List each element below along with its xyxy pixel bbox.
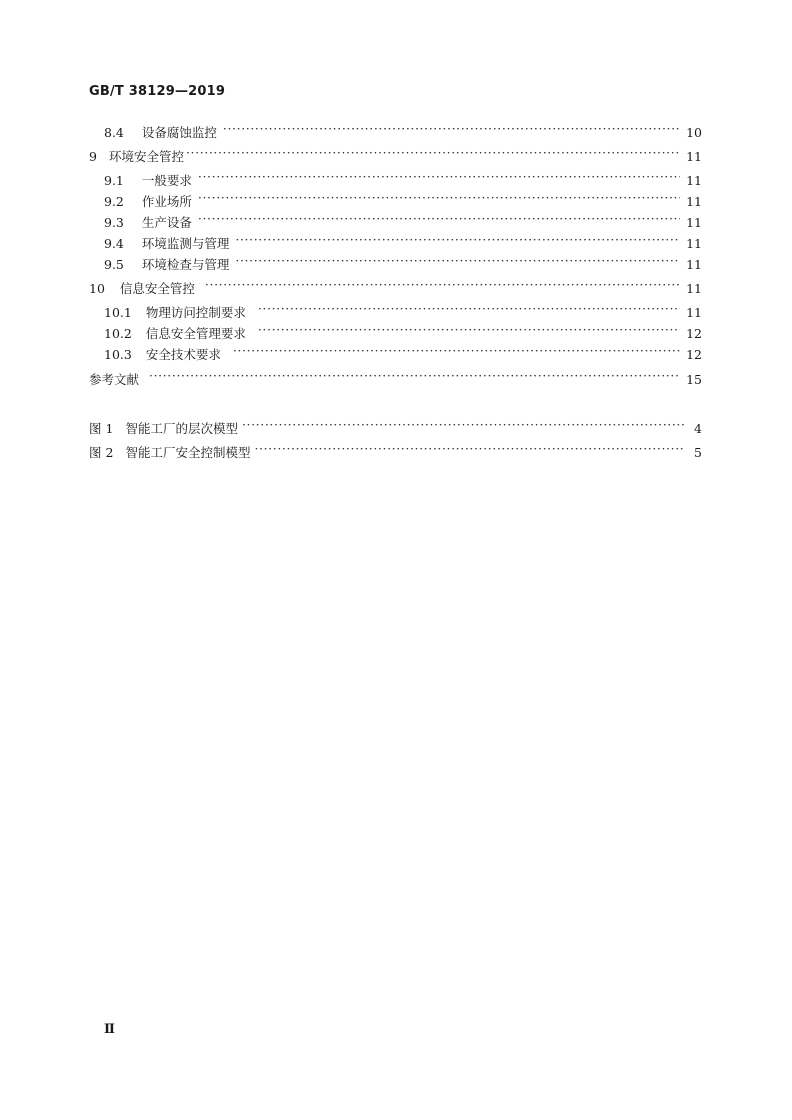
toc-leader-dots [233,343,680,359]
toc-entry-page: 15 [686,372,702,387]
toc-entry-page: 11 [686,281,702,296]
page-number-roman: Ⅱ [104,1022,115,1037]
toc-entry-number: 10.2 [104,326,132,341]
toc-entry-number: 10.1 [104,305,132,320]
toc-figure-page: 5 [694,445,702,460]
toc-entry-page: 11 [686,194,702,209]
standard-code-header: GB/T 38129—2019 [89,84,226,99]
toc-entry-10-3[interactable] [104,343,702,363]
toc-entry-title: 安全技术要求 [145,347,221,362]
toc-entry-page: 11 [686,173,702,188]
toc-entry-page: 11 [686,215,702,230]
toc-leader-dots [186,145,680,161]
toc-entry-title: 信息安全管控 [119,281,195,296]
toc-leader-dots [242,417,684,433]
toc-entry-9[interactable] [89,145,702,165]
toc-entry-title: 信息安全管理要求 [145,326,246,341]
toc-entry-9-5[interactable] [104,253,702,273]
toc-leader-dots [205,277,680,293]
toc-entry-9-4[interactable] [104,232,702,252]
toc-figure-1[interactable] [89,417,702,437]
toc-entry-page: 12 [686,347,702,362]
toc-leader-dots [149,368,680,384]
toc-leader-dots [254,441,684,457]
toc-leader-dots [235,232,680,248]
toc-entry-8-4[interactable] [104,121,702,141]
toc-entry-10[interactable] [89,277,702,297]
toc-entry-title: 作业场所 [141,194,192,209]
toc-entry-number: 9.2 [104,194,124,209]
toc-entry-number: 9.1 [104,173,124,188]
toc-leader-dots [198,211,680,227]
toc-entry-page: 11 [686,305,702,320]
toc-leader-dots [223,121,680,137]
toc-figure-title: 智能工厂的层次模型 [125,421,238,436]
toc-leader-dots [198,169,680,185]
toc-figure-title: 智能工厂安全控制模型 [125,445,251,460]
toc-entry-number: 9 [89,149,97,164]
toc-entry-9-1[interactable] [104,169,702,189]
toc-entry-number: 8.4 [104,125,124,140]
toc-entry-number: 9.4 [104,236,124,251]
toc-entry-10-1[interactable] [104,301,702,321]
toc-entry-9-2[interactable] [104,190,702,210]
toc-entry-title: 环境监测与管理 [141,236,230,251]
toc-entry-title: 环境安全管控 [108,149,184,164]
toc-entry-title: 生产设备 [141,215,192,230]
toc-figure-number: 图 1 [89,421,114,436]
toc-entry-page: 11 [686,236,702,251]
toc-entry-title: 一般要求 [141,173,192,188]
toc-entry-page: 10 [686,125,702,140]
toc-entry-number: 9.5 [104,257,124,272]
toc-leader-dots [198,190,680,206]
toc-entry-title: 参考文献 [89,372,140,387]
toc-entry-page: 11 [686,149,702,164]
toc-leader-dots [258,301,680,317]
toc-figure-page: 4 [694,421,702,436]
toc-entry-10-2[interactable] [104,322,702,342]
toc-leader-dots [258,322,680,338]
toc-figure-number: 图 2 [89,445,114,460]
toc-entry-page: 11 [686,257,702,272]
toc-figure-2[interactable] [89,441,702,461]
toc-leader-dots [235,253,680,269]
toc-entry-number: 9.3 [104,215,124,230]
toc-entry-title: 设备腐蚀监控 [141,125,217,140]
toc-entry-bibliography[interactable] [89,368,702,388]
toc-entry-9-3[interactable] [104,211,702,231]
toc-entry-page: 12 [686,326,702,341]
toc-entry-title: 环境检查与管理 [141,257,230,272]
toc-entry-title: 物理访问控制要求 [145,305,246,320]
toc-entry-number: 10.3 [104,347,132,362]
toc-entry-number: 10 [89,281,105,296]
